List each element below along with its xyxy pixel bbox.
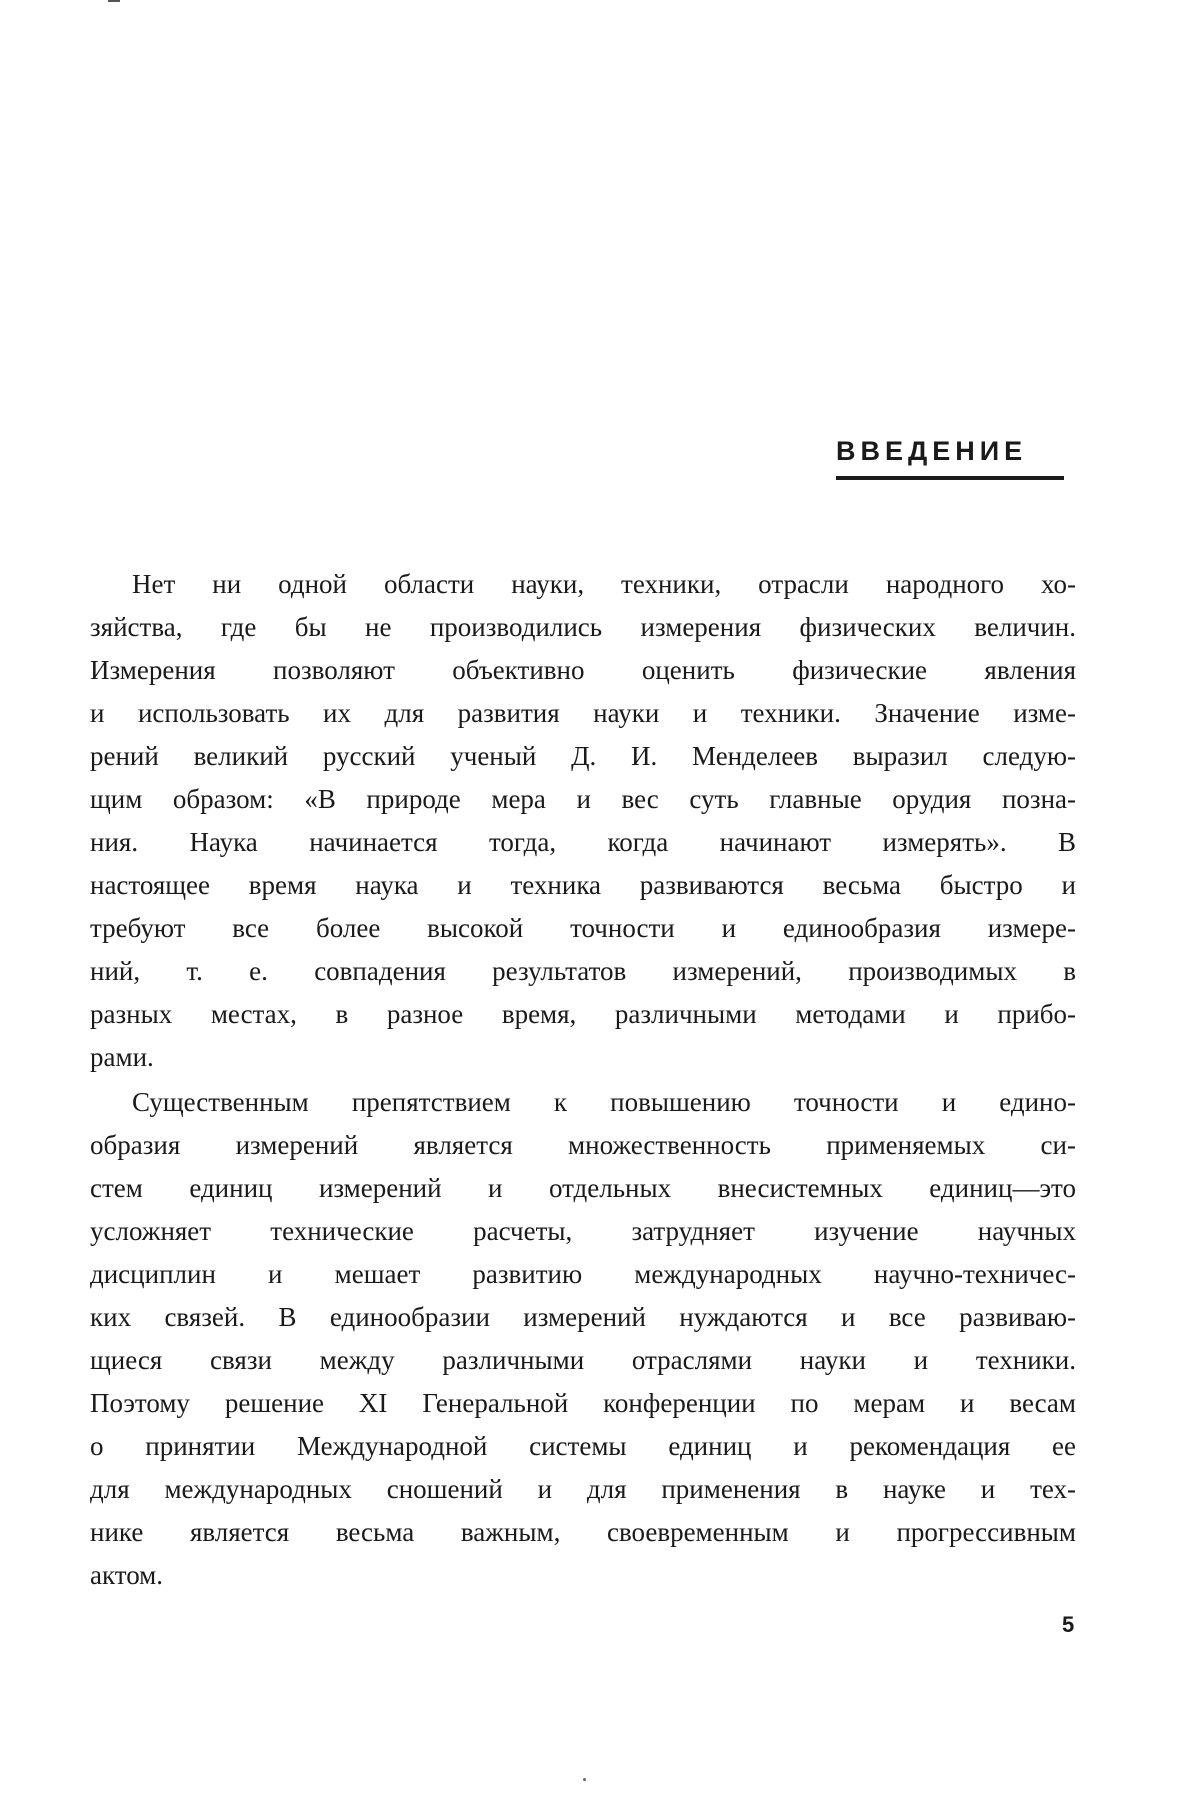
text-line: о принятии Международной системы единиц и рекомендация ее: [90, 1431, 1076, 1461]
text-line: образия измерений является множественность применяемых си-: [90, 1130, 1076, 1160]
text-line: настоящее время наука и техника развиваются весьма быстро и: [90, 870, 1076, 900]
text-line: ких связей. В единообразии измерений нуждаются и все развиваю-: [90, 1302, 1076, 1332]
text-line: разных местах, в разное время, различными методами и прибо-: [90, 999, 1076, 1029]
text-line: нике является весьма важным, своевременным и прогрессивным: [90, 1517, 1076, 1547]
text-line: для международных сношений и для применения в науке и тех-: [90, 1474, 1076, 1504]
page-number: 5: [1062, 1612, 1075, 1637]
text-line: Поэтому решение XI Генеральной конференции по мерам и весам: [90, 1388, 1076, 1418]
paragraph-2: [90, 1081, 1076, 1597]
body-text: [90, 563, 1076, 1597]
text-line: актом.: [90, 1560, 164, 1590]
scan-mark: [108, 0, 120, 2]
text-line: Нет ни одной области науки, техники, отрасли народного хо-: [132, 569, 1076, 599]
text-line: Измерения позволяют объективно оценить физические явления: [90, 655, 1076, 685]
text-line: рений великий русский ученый Д. И. Менделеев выразил следую-: [90, 741, 1076, 771]
heading-underline: [836, 476, 1064, 480]
paragraph-1: [90, 563, 1076, 1079]
chapter-heading: ВВЕДЕНИЕ: [836, 436, 1028, 466]
scan-dot: [583, 1778, 586, 1781]
chapter-heading-block: [836, 434, 1066, 480]
text-line: дисциплин и мешает развитию международных научно-техничес-: [90, 1259, 1076, 1289]
text-line: щим образом: «В природе мера и вес суть главные орудия позна-: [90, 784, 1076, 814]
text-line: Существенным препятствием к повышению точности и едино-: [132, 1087, 1076, 1117]
text-line: ний, т. е. совпадения результатов измерений, производимых в: [90, 956, 1076, 986]
text-line: щиеся связи между различными отраслями науки и техники.: [90, 1345, 1076, 1375]
text-line: рами.: [90, 1042, 154, 1072]
text-line: стем единиц измерений и отдельных внесистемных единиц—это: [90, 1173, 1076, 1203]
text-line: требуют все более высокой точности и единообразия измере-: [90, 913, 1076, 943]
text-line: ния. Наука начинается тогда, когда начинают измерять». В: [90, 827, 1076, 857]
text-line: и использовать их для развития науки и техники. Значение изме-: [90, 698, 1076, 728]
text-line: усложняет технические расчеты, затрудняет изучение научных: [90, 1216, 1076, 1246]
text-line: зяйства, где бы не производились измерения физических величин.: [90, 612, 1076, 642]
